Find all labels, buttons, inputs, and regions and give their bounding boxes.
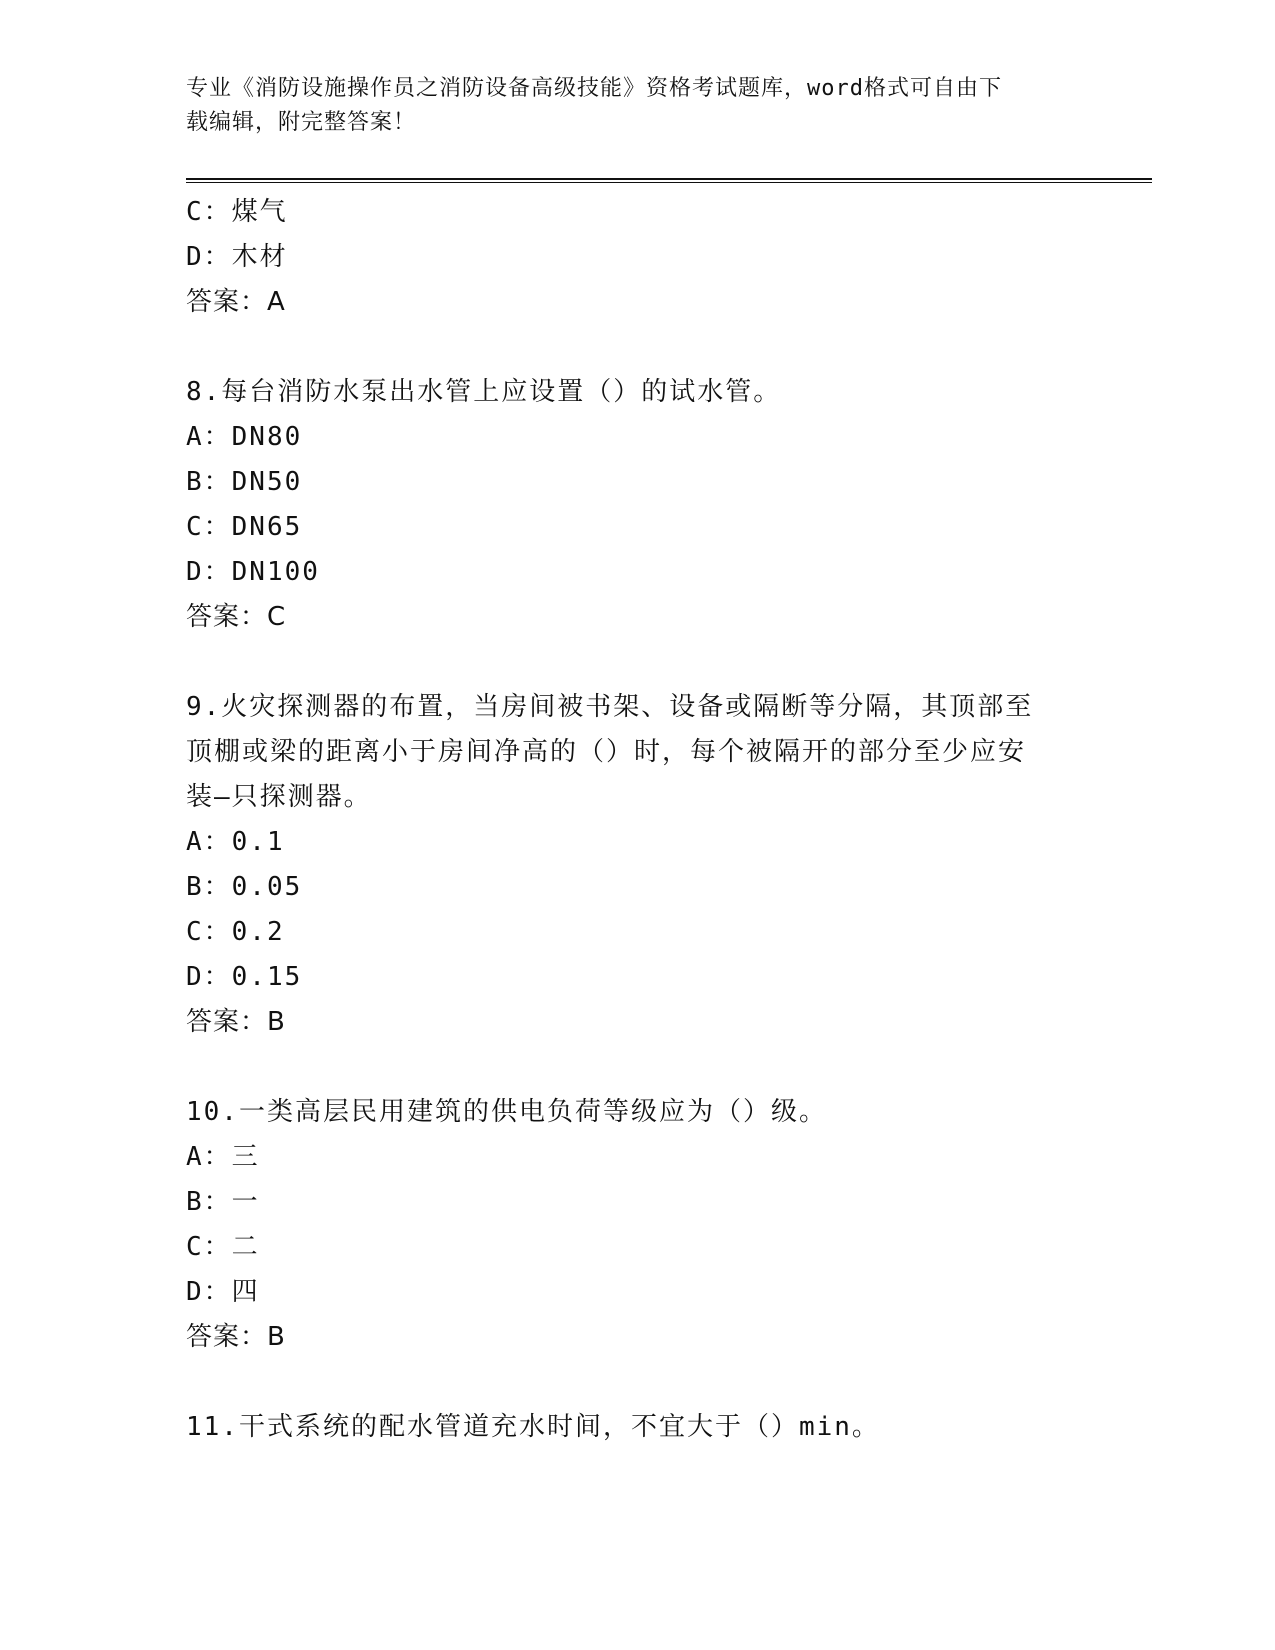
- question-stem: 10.一类高层民用建筑的供电负荷等级应为（）级。: [186, 1097, 827, 1127]
- question-list: [186, 190, 1066, 1450]
- option-a: A：0.1: [186, 827, 285, 857]
- question-stem-line-1: 9.火灾探测器的布置，当房间被书架、设备或隔断等分隔，其顶部至: [186, 692, 1034, 722]
- option-c: C：DN65: [186, 512, 303, 542]
- question-stem-line-3: 装—只探测器。: [186, 782, 372, 812]
- answer-line: 答案：B: [186, 1322, 286, 1352]
- option-c: C：二: [186, 1232, 260, 1262]
- option-b: B：DN50: [186, 467, 303, 497]
- answer-line: 答案：C: [186, 602, 287, 632]
- question-8: [186, 370, 1066, 640]
- option-a: A：三: [186, 1142, 260, 1172]
- question-stem-line-2: 顶棚或梁的距离小于房间净高的（）时，每个被隔开的部分至少应安: [186, 737, 1027, 767]
- option-c: C：0.2: [186, 917, 285, 947]
- header-divider: [186, 178, 1152, 183]
- answer-line: 答案：A: [186, 287, 286, 317]
- header-line-2: 载编辑，附完整答案！: [186, 110, 417, 135]
- option-c: C：煤气: [186, 197, 288, 227]
- option-d: D：0.15: [186, 962, 303, 992]
- option-b: B：0.05: [186, 872, 303, 902]
- option-d: D：DN100: [186, 557, 320, 587]
- header-line-1: 专业《消防设施操作员之消防设备高级技能》资格考试题库，word格式可自由下: [186, 76, 1002, 101]
- option-a: A：DN80: [186, 422, 303, 452]
- option-d: D：木材: [186, 242, 288, 272]
- answer-line: 答案：B: [186, 1007, 286, 1037]
- question-7-tail: [186, 190, 1066, 325]
- question-11: [186, 1405, 1066, 1450]
- question-10: [186, 1090, 1066, 1360]
- document-page: [186, 0, 1152, 1650]
- question-stem: 8.每台消防水泵出水管上应设置（）的试水管。: [186, 377, 782, 407]
- question-stem: 11.干式系统的配水管道充水时间，不宜大于（）min。: [186, 1412, 880, 1442]
- document-header: [186, 72, 1066, 140]
- option-b: B：一: [186, 1187, 260, 1217]
- option-d: D：四: [186, 1277, 260, 1307]
- question-9: [186, 685, 1066, 1045]
